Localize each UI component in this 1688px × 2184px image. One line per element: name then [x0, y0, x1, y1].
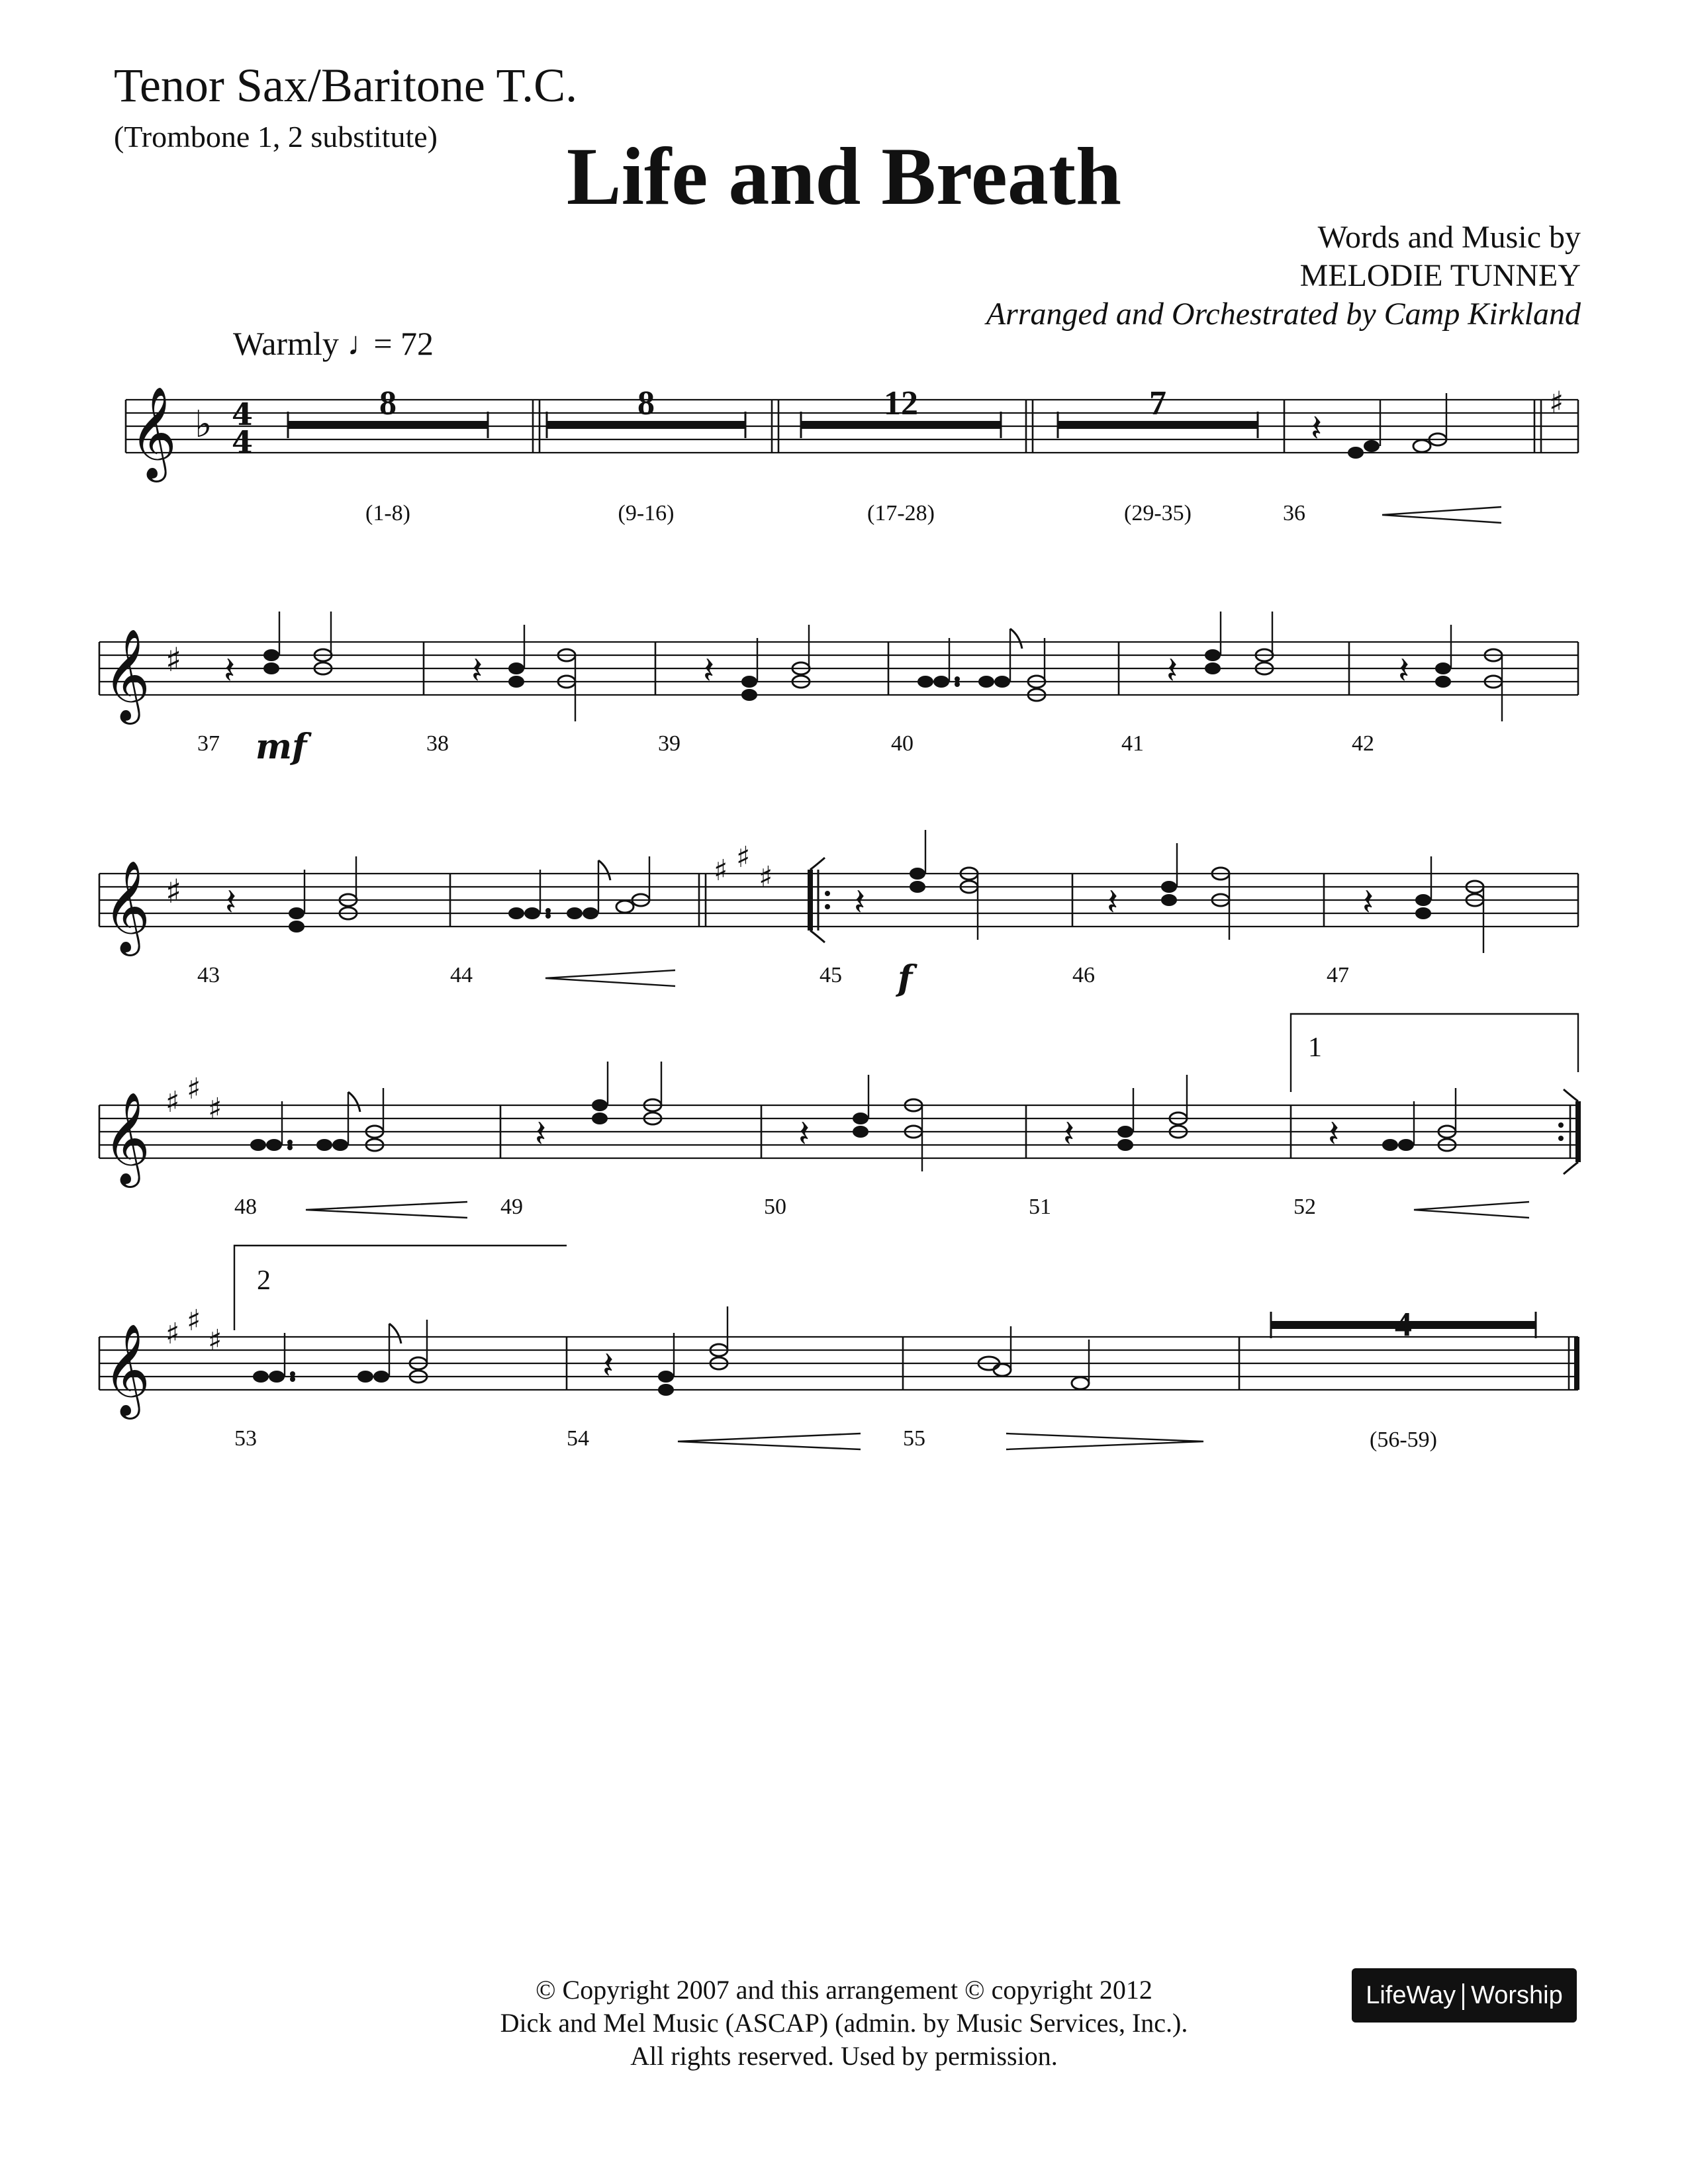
measure-number: 47 [1327, 963, 1349, 987]
svg-text:♯: ♯ [187, 1072, 201, 1106]
tempo-bpm: = 72 [373, 325, 434, 362]
sharp-icon: ♯ [714, 854, 728, 887]
svg-text:♯: ♯ [187, 1304, 201, 1338]
sharp-icon: ♯ [1549, 385, 1564, 420]
key-signature-three-sharps [165, 1072, 222, 1357]
measure-number: 36 [1283, 501, 1305, 525]
treble-clef-icon: 𝄞 [103, 1092, 150, 1184]
logo-lifeway: LifeWay [1366, 1981, 1456, 2009]
svg-text:𝄽: 𝄽 [1166, 649, 1178, 692]
arranger-credit: Arranged and Orchestrated by Camp Kirkland [986, 296, 1581, 332]
multirest-count: 12 [884, 385, 918, 422]
measure-number: 45 [820, 963, 842, 987]
svg-text:𝄽: 𝄽 [225, 881, 237, 924]
measure-number: 55 [903, 1426, 925, 1451]
flat-icon: ♭ [195, 403, 212, 446]
svg-text:𝄽: 𝄽 [1107, 881, 1119, 924]
treble-clef-icon: 𝄞 [130, 387, 177, 478]
measure-number: 50 [764, 1195, 786, 1219]
multirest-range: (29-35) [1124, 501, 1192, 525]
staff-system-5 [99, 1337, 1578, 1390]
svg-text:𝄽: 𝄽 [1328, 1113, 1340, 1156]
instrument-substitute: (Trombone 1, 2 substitute) [114, 120, 438, 154]
sharp-icon: ♯ [759, 860, 773, 894]
sharp-icon: ♯ [165, 872, 182, 911]
measure-number: 40 [891, 731, 914, 756]
measure-number: 53 [234, 1426, 257, 1451]
treble-clef-icon: 𝄞 [103, 860, 150, 952]
multirest-range: (56-59) [1370, 1428, 1437, 1452]
second-ending-label: 2 [257, 1265, 271, 1296]
copyright-line-3: All rights reserved. Used by permission. [630, 2041, 1058, 2071]
svg-text:𝄽: 𝄽 [798, 1113, 810, 1156]
copyright-line-1: © Copyright 2007 and this arrangement © copyright 2012 [536, 1975, 1152, 2005]
staff-system-3 [99, 874, 1578, 927]
quarter-note-icon: ♩ [347, 325, 381, 362]
multirest-range: (1-8) [365, 501, 410, 525]
multirest-range: (9-16) [618, 501, 675, 525]
sharp-icon: ♯ [165, 641, 182, 679]
measure-number: 42 [1352, 731, 1374, 756]
svg-text:𝄽: 𝄽 [703, 649, 715, 692]
lifeway-worship-logo [1352, 1968, 1577, 2023]
measure-numbers [197, 501, 1374, 1451]
svg-text:𝄽: 𝄽 [224, 649, 236, 692]
words-music-label: Words and Music by [1317, 220, 1581, 255]
measure-number: 43 [197, 963, 220, 987]
time-signature-bottom: 4 [232, 424, 254, 460]
copyright-line-2: Dick and Mel Music (ASCAP) (admin. by Music Services, Inc.). [500, 2008, 1188, 2038]
svg-text:𝄽: 𝄽 [1063, 1113, 1075, 1156]
multirest-count: 8 [637, 385, 655, 422]
instrument-name: Tenor Sax/Baritone T.C. [114, 59, 578, 112]
measure-number: 46 [1072, 963, 1095, 987]
measure-number: 49 [500, 1195, 523, 1219]
svg-text:𝄽: 𝄽 [602, 1344, 614, 1387]
svg-text:♯: ♯ [208, 1324, 222, 1357]
svg-text:𝄽: 𝄽 [471, 649, 483, 692]
logo-divider [1462, 1983, 1464, 2010]
measure-number: 51 [1029, 1195, 1051, 1219]
multirest-count: 8 [379, 385, 397, 422]
sharp-icon: ♯ [736, 841, 751, 874]
measure-number: 38 [426, 731, 449, 756]
tempo-text: Warmly [233, 325, 339, 362]
svg-text:𝄽: 𝄽 [854, 881, 866, 924]
svg-text:𝄽: 𝄽 [535, 1113, 547, 1156]
dynamic-mf: mf [256, 727, 307, 767]
multirest-range: (17-28) [867, 501, 935, 525]
time-signature-top: 4 [232, 396, 254, 432]
multirest-count: 4 [1395, 1306, 1412, 1343]
measure-number: 39 [658, 731, 680, 756]
multirest-count: 7 [1149, 385, 1166, 422]
measure-number: 41 [1121, 731, 1144, 756]
first-ending-label: 1 [1308, 1032, 1322, 1063]
svg-text:𝄽: 𝄽 [1398, 649, 1410, 692]
dynamic-f: f [898, 958, 913, 999]
svg-text:𝄽: 𝄽 [1362, 881, 1374, 924]
svg-text:♯: ♯ [165, 1085, 180, 1119]
measure-number: 48 [234, 1195, 257, 1219]
logo-worship: Worship [1471, 1981, 1563, 2009]
composer-name: MELODIE TUNNEY [1299, 258, 1581, 293]
measure-number: 52 [1293, 1195, 1316, 1219]
measure-number: 37 [197, 731, 220, 756]
treble-clef-icon: 𝄞 [103, 1324, 150, 1416]
svg-text:𝄽: 𝄽 [1311, 407, 1323, 450]
svg-text:♯: ♯ [208, 1092, 222, 1126]
measure-number: 44 [450, 963, 473, 987]
measure-number: 54 [567, 1426, 589, 1451]
svg-text:♯: ♯ [165, 1317, 180, 1351]
song-title: Life and Breath [566, 131, 1122, 222]
treble-clef-icon: 𝄞 [103, 629, 150, 721]
quarter-rest-icon [224, 407, 1409, 1387]
